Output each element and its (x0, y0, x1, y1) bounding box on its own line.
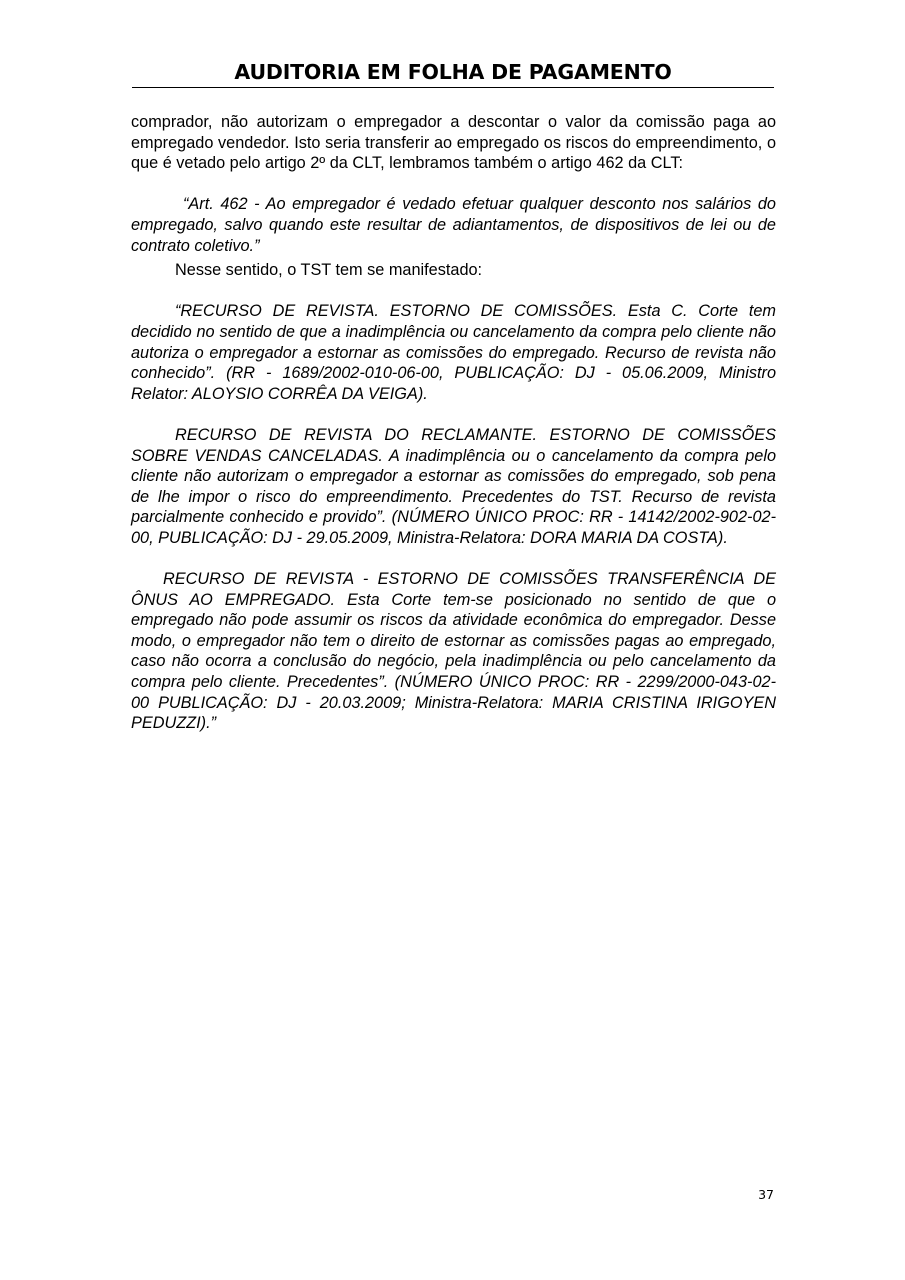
header-underline (132, 87, 774, 88)
page-number: 37 (758, 1187, 774, 1202)
document-body (131, 112, 776, 734)
page-header (132, 58, 774, 92)
paragraph-intro: comprador, não autorizam o empregador a descontar o valor da comissão paga ao empregado vendedor. Isto seria transferir ao empregado os riscos do empreendimento, o que é vetado pelo artigo 2º da CLT, lembramos também o artigo 462 da CLT: (131, 113, 776, 173)
paragraph-tst-intro: Nesse sentido, o TST tem se manifestado: (175, 261, 483, 280)
quote-tst-decision-1: “RECURSO DE REVISTA. ESTORNO DE COMISSÕES. Esta C. Corte tem decidido no sentido de que a inadimplência ou cancelamento da compra pelo cliente não autoriza o empregador a estornar as comissões do empregado. Recurso de revista não conhecido”. (RR - 1689/2002-010-06-00, PUBLICAÇÃO: DJ - 05.06.2009, Ministro Relator: ALOYSIO CORRÊA DA VEIGA). (131, 302, 776, 403)
quote-tst-decision-2: RECURSO DE REVISTA DO RECLAMANTE. ESTORNO DE COMISSÕES SOBRE VENDAS CANCELADAS. A inadimplência ou o cancelamento da compra pelo cliente não autorizam o empregador a estornar as comissões do empregado, sob pena de lhe impor o risco do empreendimento. Precedentes do TST. Recurso de revista parcialmente conhecido e provido”. (NÚMERO ÚNICO PROC: RR - 14142/2002-902-02-00, PUBLICAÇÃO: DJ - 29.05.2009, Ministra-Relatora: DORA MARIA DA COSTA). (131, 425, 776, 547)
header-title: AUDITORIA EM FOLHA DE PAGAMENTO (234, 60, 672, 84)
quote-article-462: “Art. 462 - Ao empregador é vedado efetuar qualquer desconto nos salários do empregado, salvo quando este resultar de adiantamentos, de dispositivos de lei ou de contrato coletivo.” (131, 195, 776, 255)
quote-tst-decision-3: RECURSO DE REVISTA - ESTORNO DE COMISSÕES TRANSFERÊNCIA DE ÔNUS AO EMPREGADO. Esta Corte tem-se posicionado no sentido de que o empregado não pode assumir os riscos da atividade econômica do empregador. Desse modo, o empregador não tem o direito de estornar as comissões pagas ao empregado, caso não ocorra a conclusão do negócio, pela inadimplência ou pelo cancelamento da compra pelo cliente. Precedentes”. (NÚMERO ÚNICO PROC: RR - 2299/2000-043-02-00 PUBLICAÇÃO: DJ - 20.03.2009; Ministra-Relatora: MARIA CRISTINA IRIGOYEN PEDUZZI).” (131, 570, 776, 733)
